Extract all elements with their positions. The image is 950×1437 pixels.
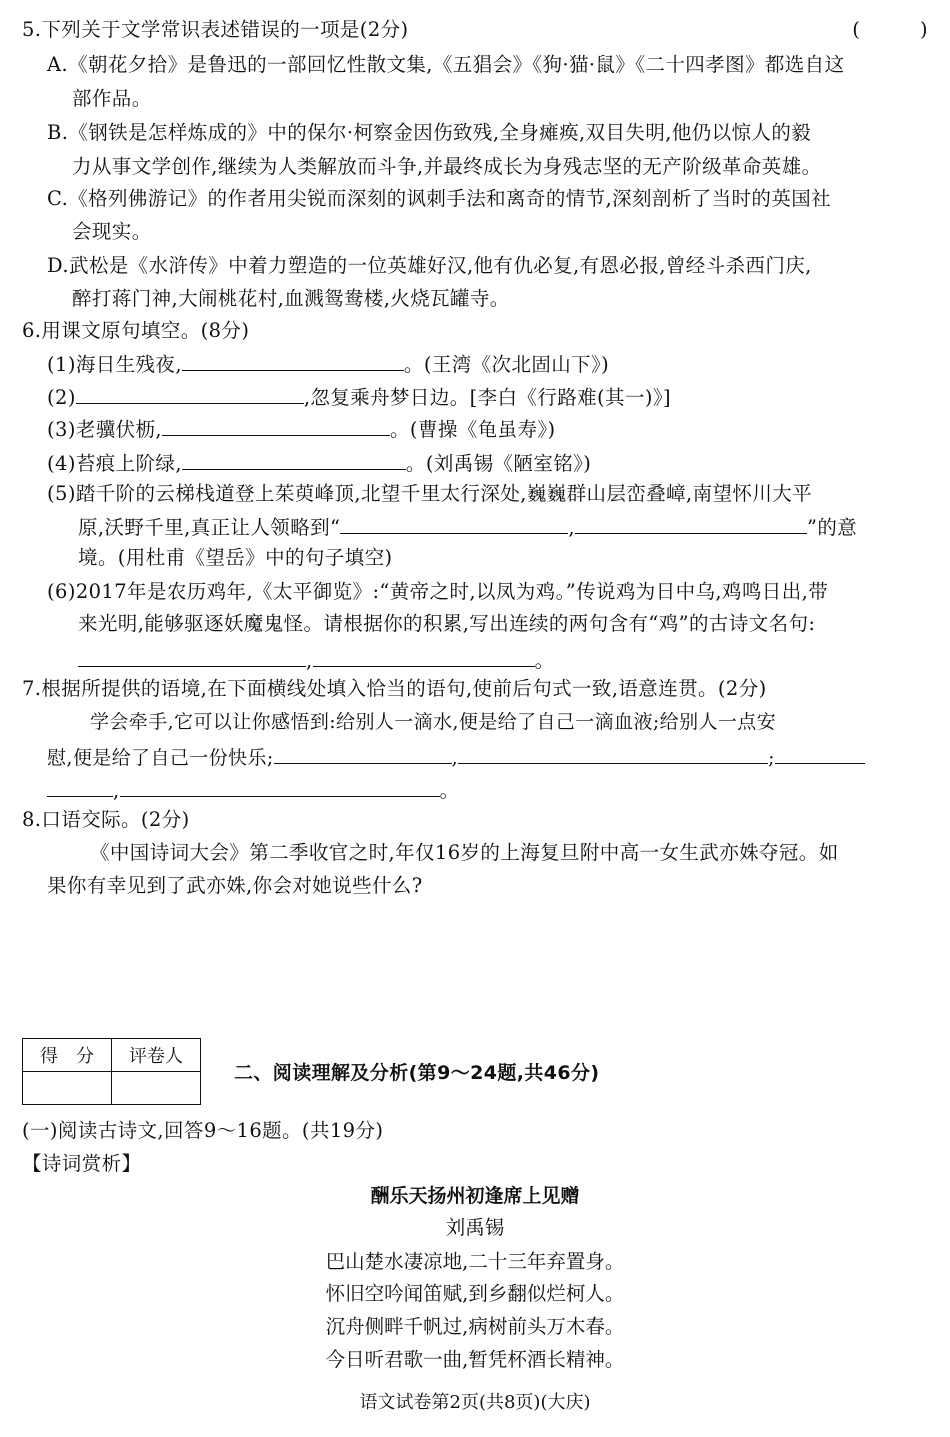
blank-7c[interactable] [775,743,865,764]
q6-3-source: 。(曹操《龟虽寿》) [390,418,556,441]
q7-stem: 7.根据所提供的语境,在下面横线处填入恰当的语句,使前后句式一致,语意连贯。(2分) [22,677,767,700]
answer-paren: ( ) [852,18,928,41]
q6-2-rest: ,忽复乘舟梦日边。[李白《行路难(其一)》] [303,386,672,409]
score-box [22,1038,201,1105]
q6-item-6: (6)2017年是农历鸡年,《太平御览》:“黄帝之时,以凤为鸡。”传说鸡为日中乌,鸡鸣日出,带 [47,580,829,603]
q5-option-b: B.《钢铁是怎样炼成的》中的保尔·柯察金因伤致残,全身瘫痪,双目失明,他仍以惊人的毅 [47,121,812,144]
q8-line1: 《中国诗词大会》第二季收官之时,年仅16岁的上海复旦附中高一女生武亦姝夺冠。如 [90,841,839,864]
q7-semicolon: ; [768,747,775,769]
q5-option-d: D.武松是《水浒传》中着力塑造的一位英雄好汉,他有仇必复,有恩必报,曾经斗杀西门庆, [47,254,812,277]
q6-item-5-line2 [78,513,857,541]
blank-6b[interactable] [313,646,535,667]
q6-1-source: 。(王湾《次北固山下》) [403,353,610,376]
q5-option-c-cont: 会现实。 [72,220,152,243]
q8-stem: 8.口语交际。(2分) [22,808,190,831]
q7-context-line3 [47,776,460,804]
blank-7a[interactable] [274,743,452,764]
q6-item-1 [47,350,609,378]
q6-item-6-line3 [78,646,555,674]
q5-option-c: C.《格列佛游记》的作者用尖锐而深刻的讽刺手法和离奇的情节,深刻剖析了当时的英国社 [47,187,832,210]
poem-line-1: 巴山楚水凄凉地,二十三年弃置身。 [325,1250,625,1273]
blank-2[interactable] [76,383,304,404]
q7-comma: , [451,747,459,769]
section-title: 二、阅读理解及分析(第9～24题,共46分) [234,1062,600,1084]
q6-item-5: (5)踏千阶的云梯栈道登上茱萸峰顶,北望千里太行深处,巍巍群山层峦叠嶂,南望怀川大平 [47,482,813,505]
section-subheading: (一)阅读古诗文,回答9～16题。(共19分) [22,1119,384,1142]
q7-context-line1: 学会牵手,它可以让你感悟到:给别人一滴水,便是给了自己一滴血液;给别人一点安 [90,711,777,733]
blank-3[interactable] [162,415,390,436]
q7-end: 。 [439,779,460,802]
score-label: 得 分 [23,1039,112,1072]
q5-option-a-cont: 部作品。 [72,87,152,110]
q8-line2: 果你有幸见到了武亦姝,你会对她说些什么? [47,874,423,897]
q6-item-3 [47,415,556,443]
blank-7c-cont[interactable] [47,776,113,797]
q6-4-prompt: (4)苔痕上阶绿, [47,452,182,475]
poem-line-2: 怀旧空吟闻笛赋,到乡翻似烂柯人。 [325,1282,625,1305]
grader-cell[interactable] [112,1072,201,1105]
poem-line-4: 今日听君歌一曲,暂凭杯酒长精神。 [325,1348,625,1371]
q5-option-a: A.《朝花夕拾》是鲁迅的一部回忆性散文集,《五猖会》《狗·猫·鼠》《二十四孝图》都选自这 [47,53,845,76]
poem-author: 刘禹锡 [445,1216,505,1239]
q5-option-d-cont: 醉打蒋门神,大闹桃花村,血溅鸳鸯楼,火烧瓦罐寺。 [72,287,510,310]
q6-item-6-line2: 来光明,能够驱逐妖魔鬼怪。请根据你的积累,写出连续的两句含有“鸡”的古诗文名句: [78,612,816,635]
poem-line-3: 沉舟侧畔千帆过,病树前头万木春。 [325,1315,625,1338]
q8-answer-area[interactable] [47,905,927,1030]
q6-stem: 6.用课文原句填空。(8分) [22,319,250,342]
q6-item-2 [47,383,671,411]
blank-5a[interactable] [340,513,568,534]
q6-6-comma: , [306,649,313,672]
q6-1-prompt: (1)海日生残夜, [47,353,182,376]
poem-title: 酬乐天扬州初逢席上见赠 [370,1185,580,1207]
q6-5-prompt: 原,沃野千里,真正让人领略到“ [78,516,341,539]
q5-option-b-cont: 力从事文学创作,继续为人类解放而斗争,并最终成长为身残志坚的无产阶级革命英雄。 [72,155,822,178]
blank-5b[interactable] [575,513,807,534]
q6-5-comma: , [568,516,575,539]
blank-6a[interactable] [78,646,306,667]
blank-7d[interactable] [120,776,440,797]
q6-4-source: 。(刘禹锡《陋室铭》) [405,452,592,475]
blank-1[interactable] [182,350,404,371]
q6-5-end: ”的意 [806,516,858,539]
score-cell[interactable] [23,1072,112,1105]
q6-item-5-line3: 境。(用杜甫《望岳》中的句子填空) [78,546,393,569]
q6-6-end: 。 [534,649,555,672]
q7-context-line2 [47,743,865,771]
q7-context-text: 慰,便是给了自己一份快乐; [47,747,274,769]
page-footer: 语文试卷第2页(共8页)(大庆) [359,1392,591,1413]
grader-label: 评卷人 [112,1039,201,1072]
q5-stem: 5.下列关于文学常识表述错误的一项是(2分) [22,18,409,41]
q7-comma2: , [113,779,120,802]
q6-3-prompt: (3)老骥伏枥, [47,418,163,441]
blank-4[interactable] [182,449,406,470]
q6-2-num: (2) [47,386,76,409]
blank-7b[interactable] [458,743,768,764]
q6-item-4 [47,449,591,477]
poem-tag: 【诗词赏析】 [22,1152,142,1175]
